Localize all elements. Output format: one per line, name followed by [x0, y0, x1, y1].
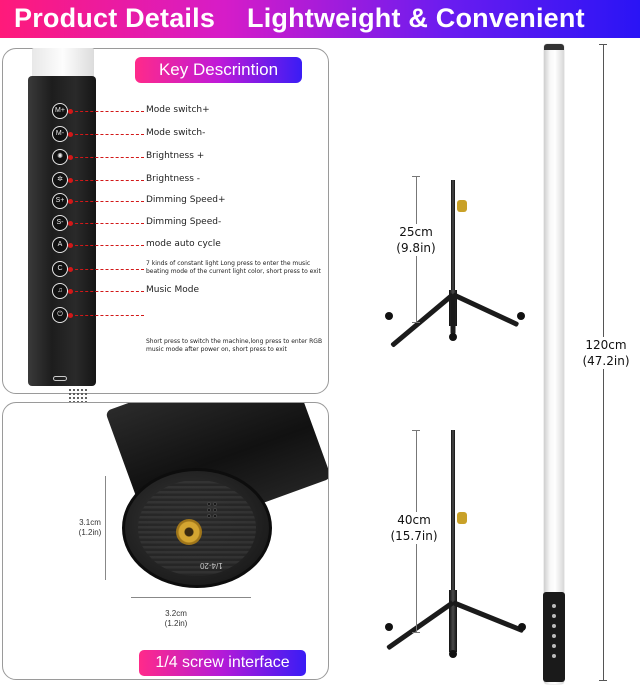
banner-right-title: Lightweight & Convenient: [247, 3, 585, 33]
key-label: Mode switch-: [146, 128, 206, 138]
vent-hole: [207, 514, 211, 518]
lower-tripod-leg: [452, 600, 524, 633]
dimension-tick: [599, 680, 607, 681]
screw-thread-icon: [176, 519, 202, 545]
upper-tripod-height-label: 25cm (9.8in): [384, 224, 448, 256]
key-label: Dimming Speed+: [146, 195, 226, 205]
tube-button-icon: [552, 654, 556, 658]
lower-tripod-leg: [386, 600, 454, 650]
leader-line: [70, 315, 144, 316]
tube-length-label: 120cm (47.2in): [572, 337, 640, 369]
leader-line: [70, 157, 144, 158]
leader-line: [70, 245, 144, 246]
vent-hole: [207, 508, 211, 512]
leader-line: [70, 201, 144, 202]
leader-line: [70, 111, 144, 112]
screw-interface-title: 1/4 screw interface: [139, 650, 306, 676]
tube-button-icon: [552, 614, 556, 618]
tripod-foot: [517, 312, 525, 320]
upper-tripod-leg: [452, 292, 519, 327]
key-label: 7 kinds of constant light Long press to enter the music beating mode of the current light color, short press to exit: [146, 260, 321, 275]
leader-line: [70, 269, 144, 270]
leader-dot: [68, 199, 73, 204]
leader-dot: [68, 289, 73, 294]
leader-line: [70, 180, 144, 181]
vent-hole: [213, 508, 217, 512]
leader-dot: [68, 178, 73, 183]
key-label: mode auto cycle: [146, 239, 221, 249]
leader-dot: [68, 267, 73, 272]
upper-tripod-knob: [457, 200, 467, 212]
leader-line: [70, 134, 144, 135]
dimension-tick: [412, 176, 420, 177]
tube-button-icon: [552, 644, 556, 648]
dimension-tick: [412, 430, 420, 431]
tripod-foot: [449, 333, 457, 341]
tube-button-icon: [552, 604, 556, 608]
leader-line: [70, 291, 144, 292]
banner-left-title: Product Details: [14, 3, 216, 33]
tripod-foot: [518, 623, 526, 631]
leader-dot: [68, 155, 73, 160]
key-description-title: Key Descrintion: [135, 57, 302, 83]
speed-icon: S-: [52, 215, 68, 231]
upper-tripod-leg: [390, 293, 454, 348]
width-dimension-label: 3.2cm (1.2in): [164, 609, 188, 628]
tripod-foot: [449, 650, 457, 658]
upper-tripod-pole: [451, 180, 455, 300]
vent-hole: [213, 502, 217, 506]
sun-icon: ✺: [52, 149, 68, 165]
dimension-tick: [412, 322, 420, 323]
lower-tripod-height-label: 40cm (15.7in): [380, 512, 448, 544]
lower-tripod-pole: [451, 430, 455, 605]
device-light-tube: [32, 48, 94, 78]
key-label: Music Mode: [146, 285, 199, 295]
key-label: Mode switch+: [146, 105, 210, 115]
vent-hole: [213, 514, 217, 518]
device-body: [28, 76, 96, 386]
tube-button-icon: [552, 624, 556, 628]
light-tube-top-cap: [544, 44, 564, 50]
key-label: Dimming Speed-: [146, 217, 222, 227]
dimension-tick: [412, 632, 420, 633]
power-icon: ⏻: [52, 307, 68, 323]
leader-dot: [68, 221, 73, 226]
vent-hole: [207, 502, 211, 506]
sun-icon: ✲: [52, 172, 68, 188]
cap-marking: 1/4-20: [200, 561, 223, 570]
mode-icon: M+: [52, 103, 68, 119]
key-label: Short press to switch the machine,long press to enter RGB music mode after power on, short press to exit: [146, 338, 323, 353]
mode-icon: M-: [52, 126, 68, 142]
width-dimension-line: [131, 597, 251, 605]
color-icon: C: [52, 261, 68, 277]
height-dimension-label: 3.1cm (1.2in): [78, 518, 102, 537]
lower-tripod-knob: [457, 512, 467, 524]
title-banner: [0, 0, 640, 38]
lower-tripod-hub: [449, 590, 457, 652]
leader-dot: [68, 243, 73, 248]
tripod-foot: [385, 312, 393, 320]
leader-dot: [68, 109, 73, 114]
dimension-tick: [599, 44, 607, 45]
upper-tripod-leg: [451, 295, 456, 335]
usb-port-icon: [53, 376, 67, 381]
tube-button-icon: [552, 634, 556, 638]
leader-dot: [68, 313, 73, 318]
tripod-foot: [385, 623, 393, 631]
leader-line: [70, 223, 144, 224]
auto-icon: A: [52, 237, 68, 253]
speed-icon: S+: [52, 193, 68, 209]
leader-dot: [68, 132, 73, 137]
key-label: Brightness +: [146, 151, 205, 161]
light-tube: [544, 44, 564, 684]
music-note-icon: ♫: [52, 283, 68, 299]
key-label: Brightness -: [146, 174, 201, 184]
